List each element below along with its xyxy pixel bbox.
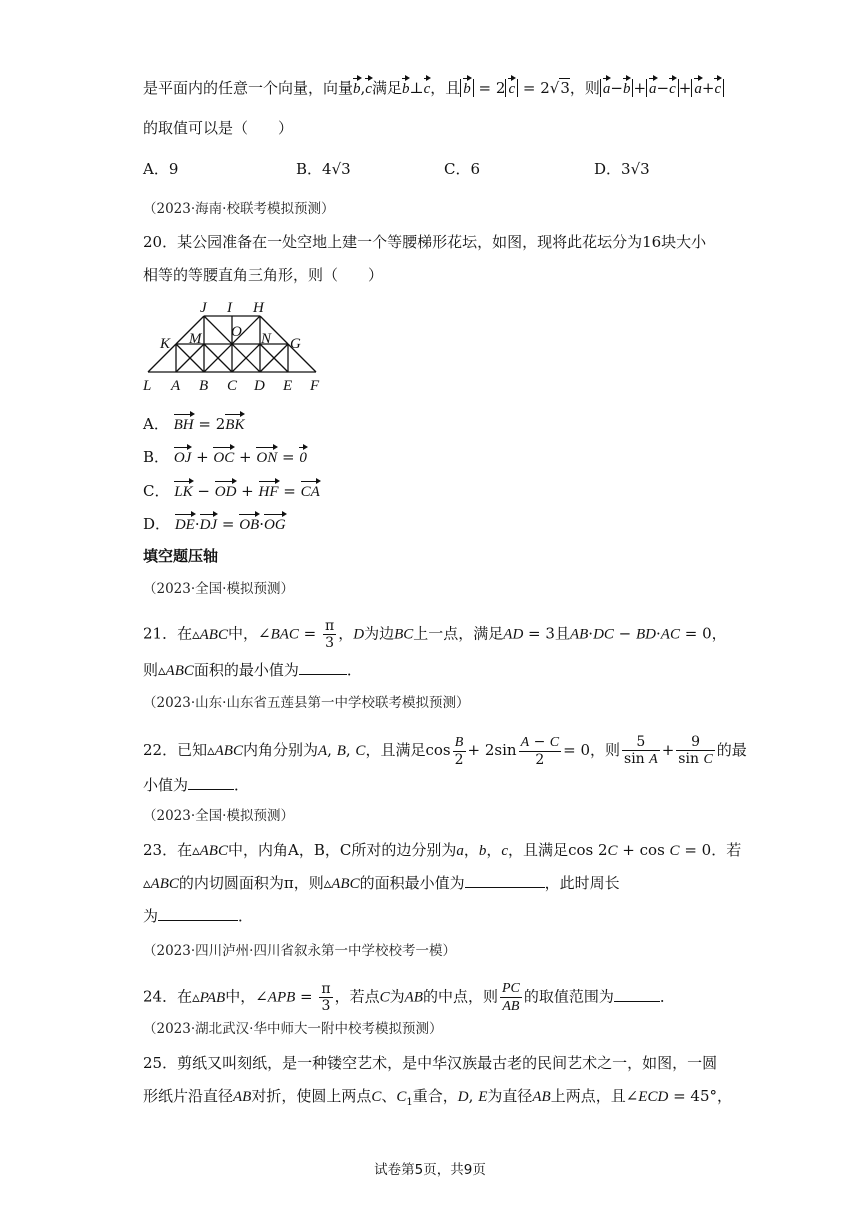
label-g: G [290,336,301,352]
section-title: 填空题压轴 [143,547,219,565]
q20-source: （2023·海南·校联考模拟预测） [143,201,335,217]
q23-line2: ▵ABC的内切圆面积为π，则▵ABC的面积最小值为 ，此时周长 [143,874,620,892]
q21-answer-blank[interactable] [299,660,347,675]
q22-source: （2023·山东·山东省五莲县第一中学校联考模拟预测） [143,695,470,711]
q19-line2: 的取值可以是（ ） [143,119,294,137]
q19-option-b: B．4√3 [296,160,351,178]
label-l: L [143,378,152,393]
label-h: H [253,300,264,316]
trapezoid-figure [140,298,330,393]
q20-line1: 20．某公园准备在一处空地上建一个等腰梯形花坛，如图，现将此花坛分为16块大小 [143,233,707,251]
q22-line2: 小值为 ． [143,776,250,794]
label-e: E [283,378,293,393]
q19-option-d: D．3√3 [594,160,650,178]
q23-line1: 23．在▵ABC中，内角A，B，C所对的边分别为a，b，c，且满足cos 2C + cos C = 0．若 [143,841,742,859]
q19-option-c: C．6 [444,160,481,178]
q23-answer-blank-2[interactable] [158,906,238,921]
q24-answer-blank[interactable] [614,987,660,1002]
q23-answer-blank-1[interactable] [465,873,545,888]
q20-option-b: B． OJ + OC + ON = 0 [143,448,307,466]
q19-line1: 是平面内的任意一个向量，向量b,c满足b⊥c，且 b = 2 c = 2√3，则 a−b + a−c + a+c [143,78,724,99]
q24-line1: 24．在▵PAB中，∠APB = $\frac{\pi}{3}$ ，若点C为AB的中点，则 $\frac{PC}{AB}$ 的取值范围为 ． [143,981,675,1014]
label-i: I [227,300,232,316]
page-footer: 试卷第5页，共9页 [374,1162,486,1178]
q20-option-c: C． LK − OD + HF = CA [143,482,320,500]
q19-text-c: ，且 [430,79,461,97]
q20-line2: 相等的等腰直角三角形，则（ ） [143,266,384,284]
label-n: N [261,331,272,347]
label-o: O [231,324,242,340]
label-a: A [171,378,181,393]
q22-answer-blank[interactable] [188,775,234,790]
q25-line1: 25．剪纸又叫刻纸，是一种镂空艺术，是中华汉族最古老的民间艺术之一，如图，一圆 [143,1054,718,1072]
q22-line1: 22．已知▵ABC内角分别为A, B, C，且满足cos $\frac{B}{2}$ + 2sin $\frac{A - C}{2}$ = 0，则 $\frac{5}{\text{sin A}}$ + $\frac{9}{\text{sin C}}$ 的最 [143,734,747,768]
q23-source: （2023·全国·模拟预测） [143,808,294,824]
q19-text-a: 是平面内的任意一个向量，向量 [143,79,354,97]
q19-text-b: 满足 [371,79,402,97]
q21-source: （2023·全国·模拟预测） [143,581,294,597]
q25-source: （2023·湖北武汉·华中师大一附中校考模拟预测） [143,1021,443,1037]
label-m: M [189,331,202,347]
q19-text-d: ，则 [569,79,600,97]
q21-line1: 21．在▵ABC中，∠BAC = $\frac{\pi}{3}$ ，D为边BC上一点，满足AD = 3且AB·DC − BD·AC = 0， [143,618,727,651]
q20-option-a: A． BH = 2BK [143,415,245,433]
label-k: K [160,336,171,352]
q24-source: （2023·四川泸州·四川省叙永第一中学校校考一模） [143,943,456,959]
label-j: J [200,300,207,316]
q21-line2: 则▵ABC面积的最小值为 ． [143,661,362,679]
label-b: B [199,378,209,393]
q19-option-a: A．9 [143,160,179,178]
label-c: C [227,378,238,393]
q20-option-d: D． DE·DJ = OB·OG [143,515,286,533]
q25-line2: 形纸片沿直径AB对折，使圆上两点C、$C_1$重合，D, E为直径AB上两点，且∠ECD = 45°， [143,1087,732,1108]
label-f: F [310,378,320,393]
q23-line3: 为 ． [143,907,254,925]
label-d: D [254,378,265,393]
